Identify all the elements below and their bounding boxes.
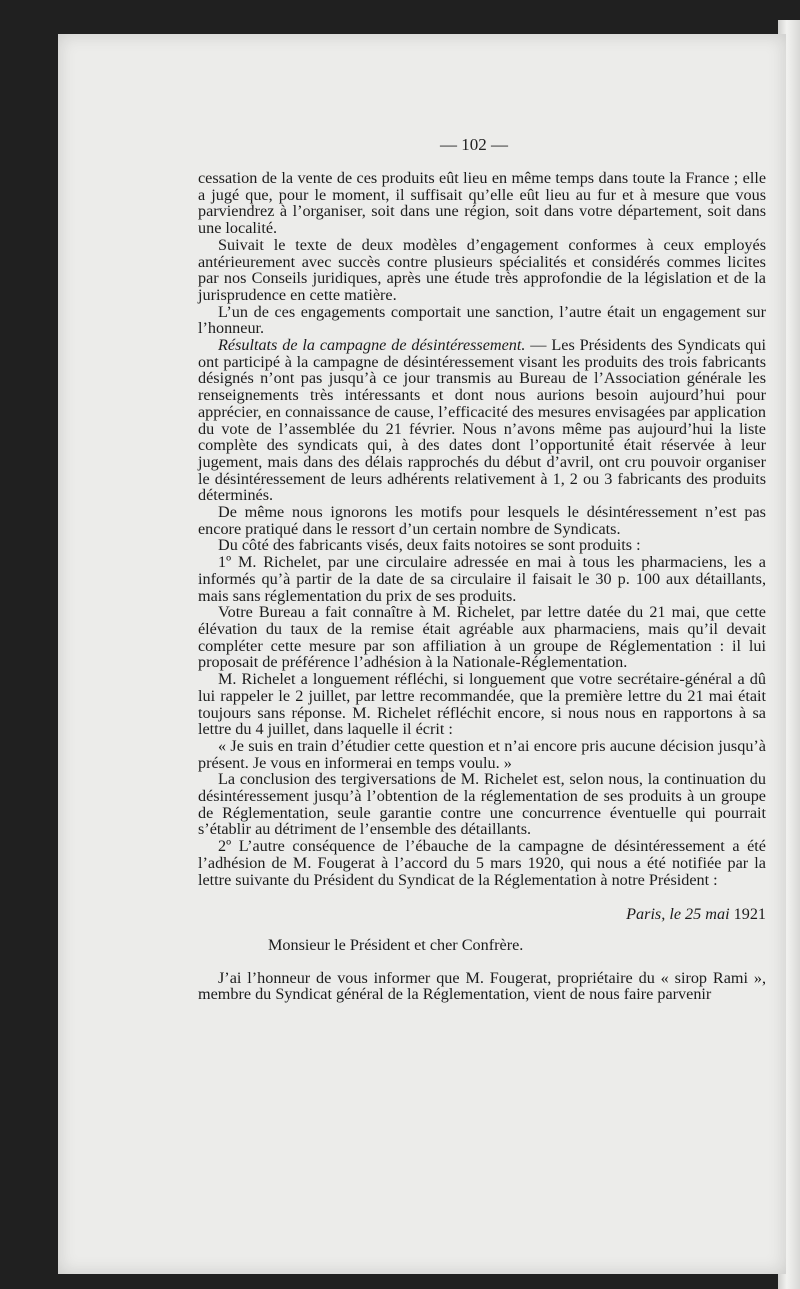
- document-body: [198, 170, 766, 1003]
- paragraph-8: Votre Bureau a fait connaître à M. Richelet, par lettre datée du 21 mai, que cette élévation du taux de la remise était agréable aux pharmaciens, mais qu’il devait compléter cette mesure par son affiliation à un groupe de Réglementation : il lui proposait de préférence l’adhésion à la Nationale-Réglementation.: [198, 603, 766, 672]
- letter-paragraph-1: J’ai l’honneur de vous informer que M. Fougerat, propriétaire du « sirop Rami », membre du Syndicat général de la Réglementation, vient de nous faire parvenir: [198, 968, 766, 1004]
- paragraph-12: 2º L’autre conséquence de l’ébauche de la campagne de désintéressement a été l’adhésion de M. Fougerat à l’accord du 5 mars 1920, qui nous a été notifiée par la lettre suivante du Président du Syndicat de la Réglementation à notre Président :: [198, 837, 766, 889]
- paragraph-1: cessation de la vente de ces produits eût lieu en même temps dans toute la France ; elle a jugé que, pour le moment, il suffisait qu’elle eût lieu au fur et à mesure que vous parviendrez à l’organiser, soit dans une région, soit dans votre département, soit dans une localité.: [198, 169, 766, 238]
- section-heading: Résultats de la campagne de désintéressement.: [218, 336, 526, 355]
- paragraph-2: Suivait le texte de deux modèles d’engagement conformes à ceux employés antérieurement avec succès contre plusieurs spécialités et considérés commes licites par nos Conseils juridiques, après une étude très approfondie de la législation et de la jurisprudence en cette matière.: [198, 235, 766, 304]
- letter-place-date: Paris, le 25 mai: [626, 905, 730, 924]
- paragraph-9: M. Richelet a longuement réfléchi, si longuement que votre secrétaire-général a dû lui rappeler le 2 juillet, par lettre recommandée, que la première lettre du 21 mai était toujours sans réponse. M. Richelet réfléchit encore, si nous nous en rapportons à sa lettre du 4 juillet, dans laquelle il écrit :: [198, 670, 766, 739]
- quotation: « Je suis en train d’étudier cette question et n’ai encore pris aucune décision jusqu’à présent. Je vous en informerai en temps voulu. »: [198, 736, 766, 772]
- paragraph-11: La conclusion des tergiversations de M. Richelet est, selon nous, la continuation du désintéressement jusqu’à l’obtention de la réglementation de ses produits à un groupe de Réglementation, seule garantie contre une concurrence éventuelle qui pourrait s’établir au détriment de l’ensemble des détaillants.: [198, 770, 766, 839]
- paragraph-7: 1º M. Richelet, par une circulaire adressée en mai à tous les pharmaciens, les a informés qu’à partir de la date de sa circulaire il faisait le 30 p. 100 aux détaillants, mais sans réglementation du prix de ses produits.: [198, 553, 766, 605]
- paragraph-6: Du côté des fabricants visés, deux faits notoires se sont produits :: [218, 536, 641, 555]
- paragraph-5: De même nous ignorons les motifs pour lesquels le désintéressement n’est pas encore pratiqué dans le ressort d’un certain nombre de Syndicats.: [198, 503, 766, 538]
- letter-salutation: Monsieur le Président et cher Confrère.: [268, 935, 524, 954]
- paragraph-4-text: — Les Présidents des Syndicats qui ont participé à la campagne de désintéressement visant les produits des trois fabricants désignés n’ont pas jusqu’à ce jour transmis au Bureau de l’Association générale les renseignements très intéressants et dont nous aurions besoin aujourd’hui pour apprécier, en connaissance de cause, l’efficacité des mesures envisagées par application du vote de l’assemblée du 21 février. Nous n’avons même pas aujourd’hui la liste complète des syndicats qui, à des dates dont l’opportunité était réservée à leur jugement, mais dans des délais rapprochés du début d’avril, ont cru pouvoir organiser le désintéressement de leurs adhérents relativement à 1, 2 ou 3 fabricants des produits déterminés.: [198, 336, 766, 505]
- letter-date: [198, 906, 766, 923]
- paragraph-4: [198, 337, 766, 504]
- paragraph-3: L’un de ces engagements comportait une sanction, l’autre était un engagement sur l’honneur.: [198, 302, 766, 338]
- letter-year: 1921: [729, 905, 766, 924]
- page-number: — 102 —: [440, 135, 508, 154]
